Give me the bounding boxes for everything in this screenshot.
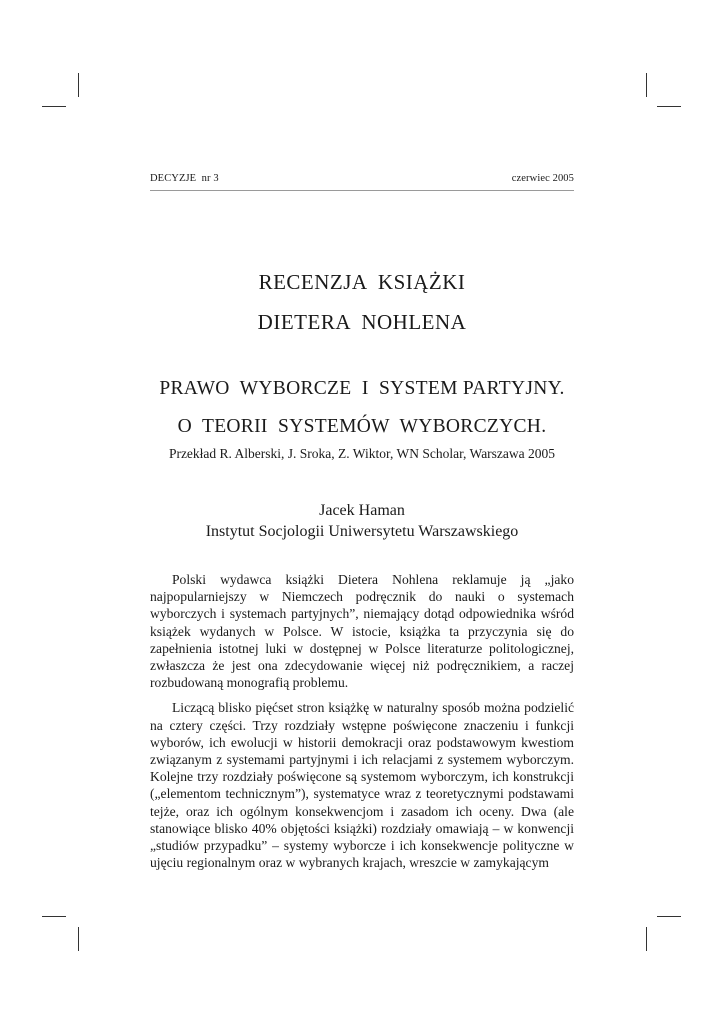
crop-mark-bottom-left-horizontal [42, 916, 66, 917]
crop-mark-bottom-right-horizontal [657, 916, 681, 917]
running-header [150, 173, 574, 184]
paragraph-2: Liczącą blisko pięćset stron książkę w naturalny sposób można podzielić na cztery części. Trzy rozdziały wstępne poświęcone znaczeniu i funkcji wyborów, ich ewolucji w historii demokracji oraz podstawowym kwestiom związanym z systemami partyjnymi i ich relacjami z systemem wyborczym. Kolejne trzy rozdziały poświęcone są systemom wyborczym, ich konstrukcji („elementom technicznym”), systematyce wraz z teoretycznymi podstawami tejże, oraz ich ogólnym konsekwencjom i zasadom ich oceny. Dwa (ale stanowiące blisko 40% objętości książki) rozdziały omawiają – w konwencji „studiów przypadku” – systemy wyborcze i ich konsekwencje polityczne w ujęciu regionalnym oraz w wybranych krajach, wreszcie w zamykającym [150, 700, 574, 871]
paragraph-1: Polski wydawca książki Dietera Nohlena reklamuje ją „jako najpopularniejszy w Niemczech podręcznik do nauki o systemach wyborczych i systemach partyjnych”, niemający dotąd odpowiednika wśród książek wydanych w Polsce. W istocie, książka ta przyczynia się do zapełnienia istotnej luki w dostępnej w Polsce literaturze politologicznej, zwłaszcza że jest ona zdecydowanie więcej niż podręcznikiem, a raczej rozbudowaną monografią problemu. [150, 572, 574, 691]
author-affiliation: Instytut Socjologii Uniwersytetu Warszawskiego [205, 523, 519, 540]
crop-mark-top-left-horizontal [42, 106, 66, 107]
review-title-line-2: DIETERA NOHLENA [257, 310, 467, 334]
issue-date: czerwiec 2005 [511, 173, 574, 184]
author-name: Jacek Haman [319, 502, 405, 519]
article-body [150, 571, 574, 871]
crop-mark-top-right-horizontal [657, 106, 681, 107]
review-title-line-1: RECENZJA KSIĄŻKI [258, 270, 466, 294]
book-title-line-2: O TEORII SYSTEMÓW WYBORCZYCH. [177, 416, 547, 437]
crop-mark-bottom-left-vertical [78, 927, 79, 951]
book-title-line-1: PRAWO WYBORCZE I SYSTEM PARTYJNY. [159, 378, 565, 399]
header-rule [150, 190, 574, 191]
crop-mark-bottom-right-vertical [646, 927, 647, 951]
translation-info: Przekład R. Alberski, J. Sroka, Z. Wiktor, WN Scholar, Warszawa 2005 [168, 446, 556, 461]
book-title [150, 370, 574, 446]
review-title [150, 262, 574, 342]
crop-mark-top-left-vertical [78, 73, 79, 97]
journal-issue: DECYZJE nr 3 [150, 173, 219, 184]
author-block [150, 500, 574, 542]
crop-mark-top-right-vertical [646, 73, 647, 97]
